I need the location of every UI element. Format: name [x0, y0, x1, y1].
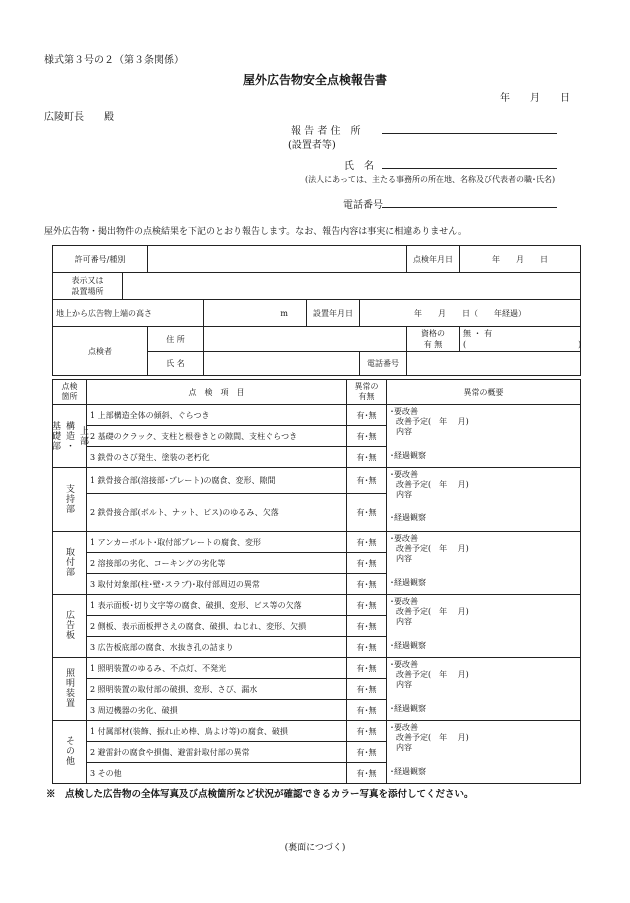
- group-label-other: [53, 721, 87, 784]
- date-line: 年 月 日: [500, 93, 570, 104]
- summary-content: 内容: [396, 680, 412, 689]
- inspection-table: [52, 379, 581, 784]
- summary-improvement-schedule: 改善予定( 年 月): [396, 417, 469, 426]
- summary-observation: ･経過観察: [390, 767, 426, 776]
- inspector-label: 点検者: [53, 327, 148, 376]
- location-label-line1: 表示又は: [71, 276, 104, 285]
- inspector-phone-label: 電話番号: [360, 352, 407, 376]
- qualification-label-line2: 有 無: [423, 340, 443, 349]
- inspector-address-field[interactable]: [204, 327, 407, 352]
- addressee: 広陵町長 殿: [44, 112, 114, 123]
- permit-label: 許可番号/種別: [53, 246, 148, 273]
- inspector-name-field[interactable]: [204, 352, 360, 376]
- group-label-structure-a: 基礎部: [50, 421, 60, 451]
- corp-note: (法人にあっては、主たる事務所の所在地、名称及び代表者の職･氏名): [305, 175, 556, 184]
- install-date-label: 設置年月日: [307, 300, 360, 327]
- form-title: 屋外広告物安全点検報告書: [242, 73, 387, 87]
- abnormal-summary[interactable]: [387, 405, 581, 468]
- group-label-structure: [50, 405, 88, 468]
- abnormal-toggle[interactable]: 有･無: [347, 405, 387, 426]
- inspection-item: 1 表示面板･切り文字等の腐食、破損、変形、ビス等の欠落: [87, 595, 347, 616]
- group-label-structure-b: 構造・: [64, 421, 74, 451]
- summary-needs-improvement: ･要改善: [390, 407, 418, 416]
- group-label-mounting-text: 取付部: [64, 547, 74, 577]
- col-header-summary: 異常の概要: [387, 380, 581, 405]
- inspection-item: 3 その他: [87, 763, 347, 784]
- qualification-label-line1: 資格の: [421, 329, 445, 338]
- abnormal-toggle[interactable]: 有･無: [347, 553, 387, 574]
- summary-needs-improvement: ･要改善: [390, 470, 418, 479]
- inspection-item: 3 取付対象部(柱･壁･スラブ)･取付部周辺の異常: [87, 574, 347, 595]
- summary-observation: ･経過観察: [390, 641, 426, 650]
- abnormal-toggle[interactable]: 有･無: [347, 468, 387, 494]
- qualification-value-line2: ( ): [463, 340, 582, 349]
- abnormal-toggle[interactable]: 有･無: [347, 637, 387, 658]
- group-label-mounting: [53, 532, 87, 595]
- inspector-phone-field[interactable]: [407, 352, 581, 376]
- location-label-line2: 設置場所: [71, 287, 104, 296]
- summary-needs-improvement: ･要改善: [390, 597, 418, 606]
- abnormal-toggle[interactable]: 有･無: [347, 616, 387, 637]
- inspect-date-field[interactable]: 年 月 日: [460, 246, 581, 273]
- inspection-item: 1 鉄骨接合部(溶接部･プレート)の腐食、変形、隙間: [87, 468, 347, 494]
- col-header-place-line2: 箇所: [61, 392, 78, 401]
- abnormal-toggle[interactable]: 有･無: [347, 447, 387, 468]
- installer-label: (設置者等): [288, 140, 336, 151]
- inspection-item: 3 周辺機器の劣化、破損: [87, 700, 347, 721]
- group-label-structure-c: 上部: [78, 426, 88, 446]
- phone-label: 電話番号: [343, 200, 383, 211]
- form-number: 様式第３号の２（第３条関係）: [44, 55, 184, 66]
- inspector-name-label: 氏 名: [148, 352, 204, 376]
- inspection-item: 2 鉄骨接合部(ボルト、ナット、ビス)のゆるみ、欠落: [87, 494, 347, 532]
- col-header-place-line1: 点検: [61, 382, 78, 391]
- abnormal-toggle[interactable]: 有･無: [347, 742, 387, 763]
- summary-improvement-schedule: 改善予定( 年 月): [396, 480, 469, 489]
- inspector-address-label: 住 所: [148, 327, 204, 352]
- inspection-item: 2 基礎のクラック、支柱と根巻きとの隙間、支柱ぐらつき: [87, 426, 347, 447]
- group-label-board: [53, 595, 87, 658]
- col-header-abnormal-line1: 異常の: [354, 382, 379, 391]
- abnormal-toggle[interactable]: 有･無: [347, 532, 387, 553]
- install-date-field[interactable]: 年 月 日（ 年経過）: [360, 300, 581, 327]
- inspection-item: 1 照明装置のゆるみ、不点灯、不発光: [87, 658, 347, 679]
- summary-content: 内容: [396, 490, 412, 499]
- group-label-support: [53, 468, 87, 532]
- group-label-board-text: 広告板: [64, 610, 74, 640]
- group-label-lighting-text: 照明装置: [64, 668, 74, 708]
- abnormal-toggle[interactable]: 有･無: [347, 595, 387, 616]
- abnormal-toggle[interactable]: 有･無: [347, 700, 387, 721]
- abnormal-summary[interactable]: [387, 595, 581, 658]
- inspection-item: 3 広告板底部の腐食、水抜き孔の詰まり: [87, 637, 347, 658]
- inspection-item: 2 溶接部の劣化、コーキングの劣化等: [87, 553, 347, 574]
- location-label: [53, 273, 123, 300]
- height-label: 地上から広告物上端の高さ: [53, 300, 204, 327]
- abnormal-toggle[interactable]: 有･無: [347, 721, 387, 742]
- summary-observation: ･経過観察: [390, 704, 426, 713]
- abnormal-toggle[interactable]: 有･無: [347, 574, 387, 595]
- abnormal-summary[interactable]: [387, 532, 581, 595]
- summary-content: 内容: [396, 743, 412, 752]
- reporter-phone-field[interactable]: [382, 207, 557, 208]
- abnormal-toggle[interactable]: 有･無: [347, 426, 387, 447]
- abnormal-toggle[interactable]: 有･無: [347, 658, 387, 679]
- info-table: [52, 245, 581, 376]
- permit-field[interactable]: [148, 246, 407, 273]
- summary-needs-improvement: ･要改善: [390, 723, 418, 732]
- col-header-abnormal-line2: 有無: [358, 392, 375, 401]
- col-header-place: [53, 380, 87, 405]
- reporter-address-field[interactable]: [382, 133, 557, 134]
- summary-observation: ･経過観察: [390, 451, 426, 460]
- continued-note: (裏面につづく): [284, 843, 346, 853]
- abnormal-summary[interactable]: [387, 721, 581, 784]
- summary-content: 内容: [396, 554, 412, 563]
- abnormal-toggle[interactable]: 有･無: [347, 494, 387, 532]
- inspection-item: 2 避雷針の腐食や損傷、避雷針取付部の異常: [87, 742, 347, 763]
- qualification-label: [407, 327, 460, 352]
- summary-content: 内容: [396, 427, 412, 436]
- summary-observation: ･経過観察: [390, 513, 426, 522]
- intro-text: 屋外広告物・掲出物件の点検結果を下記のとおり報告します。なお、報告内容は事実に相違ありません。: [44, 227, 467, 237]
- summary-improvement-schedule: 改善予定( 年 月): [396, 733, 469, 742]
- col-header-abnormal: [347, 380, 387, 405]
- inspection-item: 1 上部構造全体の傾斜、ぐらつき: [87, 405, 347, 426]
- summary-improvement-schedule: 改善予定( 年 月): [396, 670, 469, 679]
- footnote: ※ 点検した広告物の全体写真及び点検箇所など状況が確認できるカラー写真を添付してください。: [46, 789, 474, 800]
- reporter-address-label: 報 告 者 住 所: [291, 126, 361, 137]
- inspection-item: 3 鉄骨のさび発生、塗装の老朽化: [87, 447, 347, 468]
- summary-improvement-schedule: 改善予定( 年 月): [396, 544, 469, 553]
- inspection-item: 1 アンカーボルト･取付部プレートの腐食、変形: [87, 532, 347, 553]
- location-field[interactable]: [123, 273, 581, 300]
- inspect-date-label: 点検年月日: [407, 246, 460, 273]
- name-label: 氏 名: [344, 161, 374, 172]
- summary-needs-improvement: ･要改善: [390, 534, 418, 543]
- abnormal-toggle[interactable]: 有･無: [347, 763, 387, 784]
- inspection-item: 2 照明装置の取付部の破損、変形、さび、漏水: [87, 679, 347, 700]
- reporter-name-field[interactable]: [382, 168, 557, 169]
- summary-observation: ･経過観察: [390, 578, 426, 587]
- group-label-lighting: [53, 658, 87, 721]
- abnormal-toggle[interactable]: 有･無: [347, 679, 387, 700]
- height-field[interactable]: m: [204, 300, 307, 327]
- qualification-field[interactable]: [460, 327, 581, 352]
- group-label-other-text: その他: [64, 736, 74, 766]
- inspection-item: 2 側板、表示面板押さえの腐食、破損、ねじれ、変形、欠損: [87, 616, 347, 637]
- summary-needs-improvement: ･要改善: [390, 660, 418, 669]
- qualification-value-line1: 無 ・ 有: [463, 329, 493, 338]
- inspection-item: 1 付属部材(装飾、振れ止め棒、鳥よけ等)の腐食、破損: [87, 721, 347, 742]
- group-label-support-text: 支持部: [64, 483, 74, 514]
- abnormal-summary[interactable]: [387, 658, 581, 721]
- summary-content: 内容: [396, 617, 412, 626]
- col-header-items: 点 検 項 目: [87, 380, 347, 405]
- abnormal-summary[interactable]: [387, 468, 581, 532]
- summary-improvement-schedule: 改善予定( 年 月): [396, 607, 469, 616]
